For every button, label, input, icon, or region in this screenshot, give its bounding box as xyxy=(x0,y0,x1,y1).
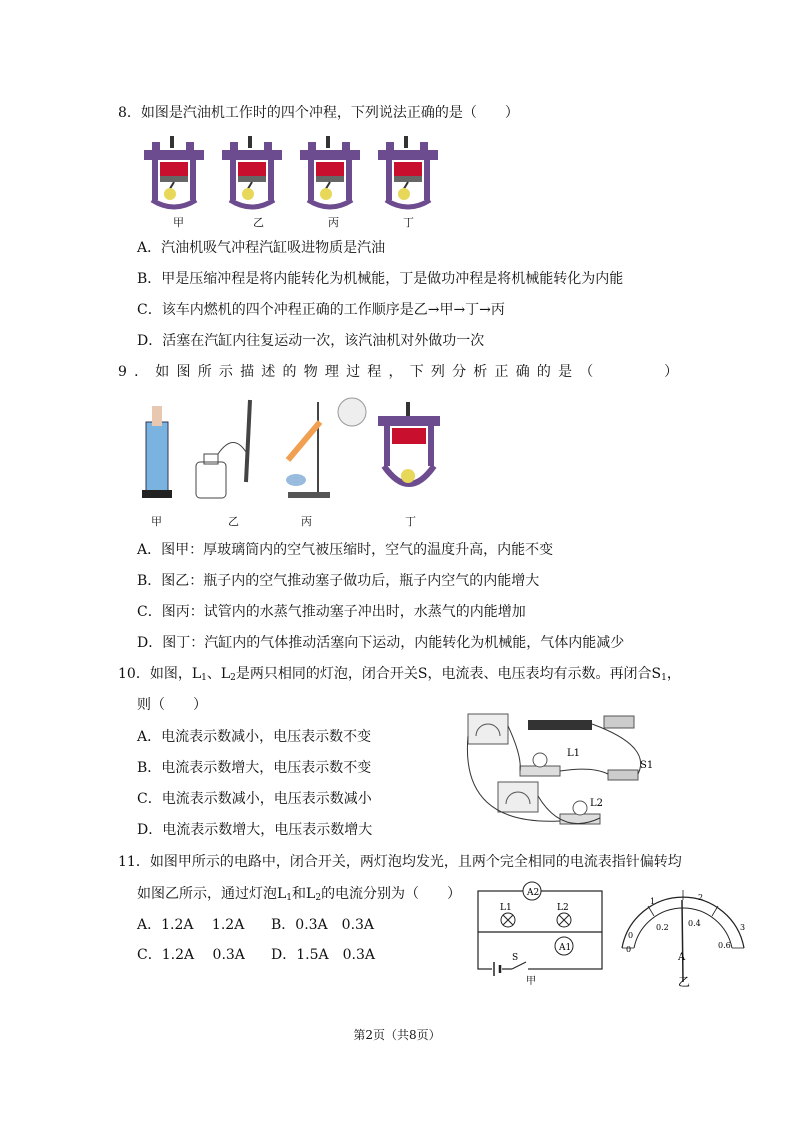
q9-option-b: B．图乙：瓶子内的空气推动塞子做功后，瓶子内空气的内能增大 xyxy=(137,573,540,589)
q11-s-label: S xyxy=(512,953,519,963)
q10-fig-s1: S1 xyxy=(640,760,654,771)
q10-fig-l2: L2 xyxy=(590,798,604,809)
q11-meter-t2: 2 xyxy=(698,893,704,902)
q11-option-d: D．1.5A 0.3A xyxy=(271,947,375,963)
q11-a2-label: A2 xyxy=(527,888,540,898)
q11-option-b: B．0.3A 0.3A xyxy=(271,917,375,933)
q10-option-c: C．电流表示数减小，电压表示数减小 xyxy=(137,791,372,807)
q11-meter-t3: 3 xyxy=(740,923,746,932)
q10-circuit-figure xyxy=(462,706,662,844)
q11-l2-label: L2 xyxy=(557,903,569,913)
q11-circuit-jia-figure xyxy=(472,876,607,986)
q8-engine-strokes-figure xyxy=(138,132,438,227)
q9-option-c: C．图丙：试管内的水蒸气推动塞子冲出时，水蒸气的内能增加 xyxy=(137,604,526,620)
q11-meter-s06: 0.6 xyxy=(718,941,731,950)
q9-stem: 9．如图所示描述的物理过程，下列分析正确的是（ ） xyxy=(118,364,686,380)
q10-option-d: D．电流表示数增大，电压表示数增大 xyxy=(137,822,373,838)
q9-option-d: D．图丁：汽缸内的气体推动活塞向下运动，内能转化为机械能，气体内能减少 xyxy=(137,635,625,651)
q11-meter-t0: 0 xyxy=(628,931,634,940)
q8-option-a: A．汽油机吸气冲程汽缸吸进物质是汽油 xyxy=(137,240,386,256)
q9-label-bing: 丙 xyxy=(301,515,312,528)
q11-meter-unit: A xyxy=(678,952,686,963)
q11-meter-s02: 0.2 xyxy=(656,923,669,932)
q11-stem: 11．如图甲所示的电路中，闭合开关，两灯泡均发光，且两个完全相同的电流表指针偏转均 xyxy=(118,854,682,870)
q11-option-c: C．1.2A 0.3A xyxy=(137,947,245,963)
q8-label-bing: 丙 xyxy=(328,216,339,229)
q8-label-jia: 甲 xyxy=(173,216,184,229)
q10-stem: 10．如图，$L_1$、$L_2$是两只相同的灯泡，闭合开关S，电流表、电压表均有示数。再闭合$S_1$， xyxy=(118,666,681,683)
q9-processes-figure xyxy=(138,392,448,510)
q8-label-yi: 乙 xyxy=(253,216,264,229)
q10-option-b: B．电流表示数增大，电压表示数不变 xyxy=(137,760,372,776)
q11-option-a: A．1.2A 1.2A xyxy=(137,917,245,933)
q11-meter-s04: 0.4 xyxy=(688,919,701,928)
page-footer: 第2页（共8页） xyxy=(353,1028,441,1042)
q10-fig-l1: L1 xyxy=(567,748,581,759)
q8-option-c: C．该车内燃机的四个冲程正确的工作顺序是乙→甲→丁→丙 xyxy=(137,302,505,318)
q9-option-a: A．图甲：厚玻璃筒内的空气被压缩时，空气的温度升高，内能不变 xyxy=(137,542,554,558)
q9-label-ding: 丁 xyxy=(405,515,416,528)
q10-stem-line2: 则（ ） xyxy=(137,697,207,713)
q8-stem: 8．如图是汽油机工作时的四个冲程，下列说法正确的是（ ） xyxy=(118,105,519,121)
q11-meter-t1: 1 xyxy=(650,897,656,906)
q10-option-a: A．电流表示数减小，电压表示数不变 xyxy=(137,729,372,745)
q11-a1-label: A1 xyxy=(559,943,572,953)
q11-l1-label: L1 xyxy=(500,903,512,913)
q8-option-b: B．甲是压缩冲程是将内能转化为机械能，丁是做功冲程是将机械能转化为内能 xyxy=(137,271,624,287)
q11-meter-s0: 0 xyxy=(626,945,632,954)
q9-label-yi: 乙 xyxy=(228,515,239,528)
q11-ammeter-yi-figure xyxy=(608,886,758,990)
q11-stem-line2: 如图乙所示，通过灯泡$L_1$和$L_2$的电流分别为（ ） xyxy=(137,886,462,903)
q11-jia-label: 甲 xyxy=(526,976,536,986)
q11-yi-label: 乙 xyxy=(678,975,691,989)
q9-label-jia: 甲 xyxy=(151,515,162,528)
q8-option-d: D．活塞在汽缸内往复运动一次，该汽油机对外做功一次 xyxy=(137,333,485,349)
q8-label-ding: 丁 xyxy=(403,216,414,229)
